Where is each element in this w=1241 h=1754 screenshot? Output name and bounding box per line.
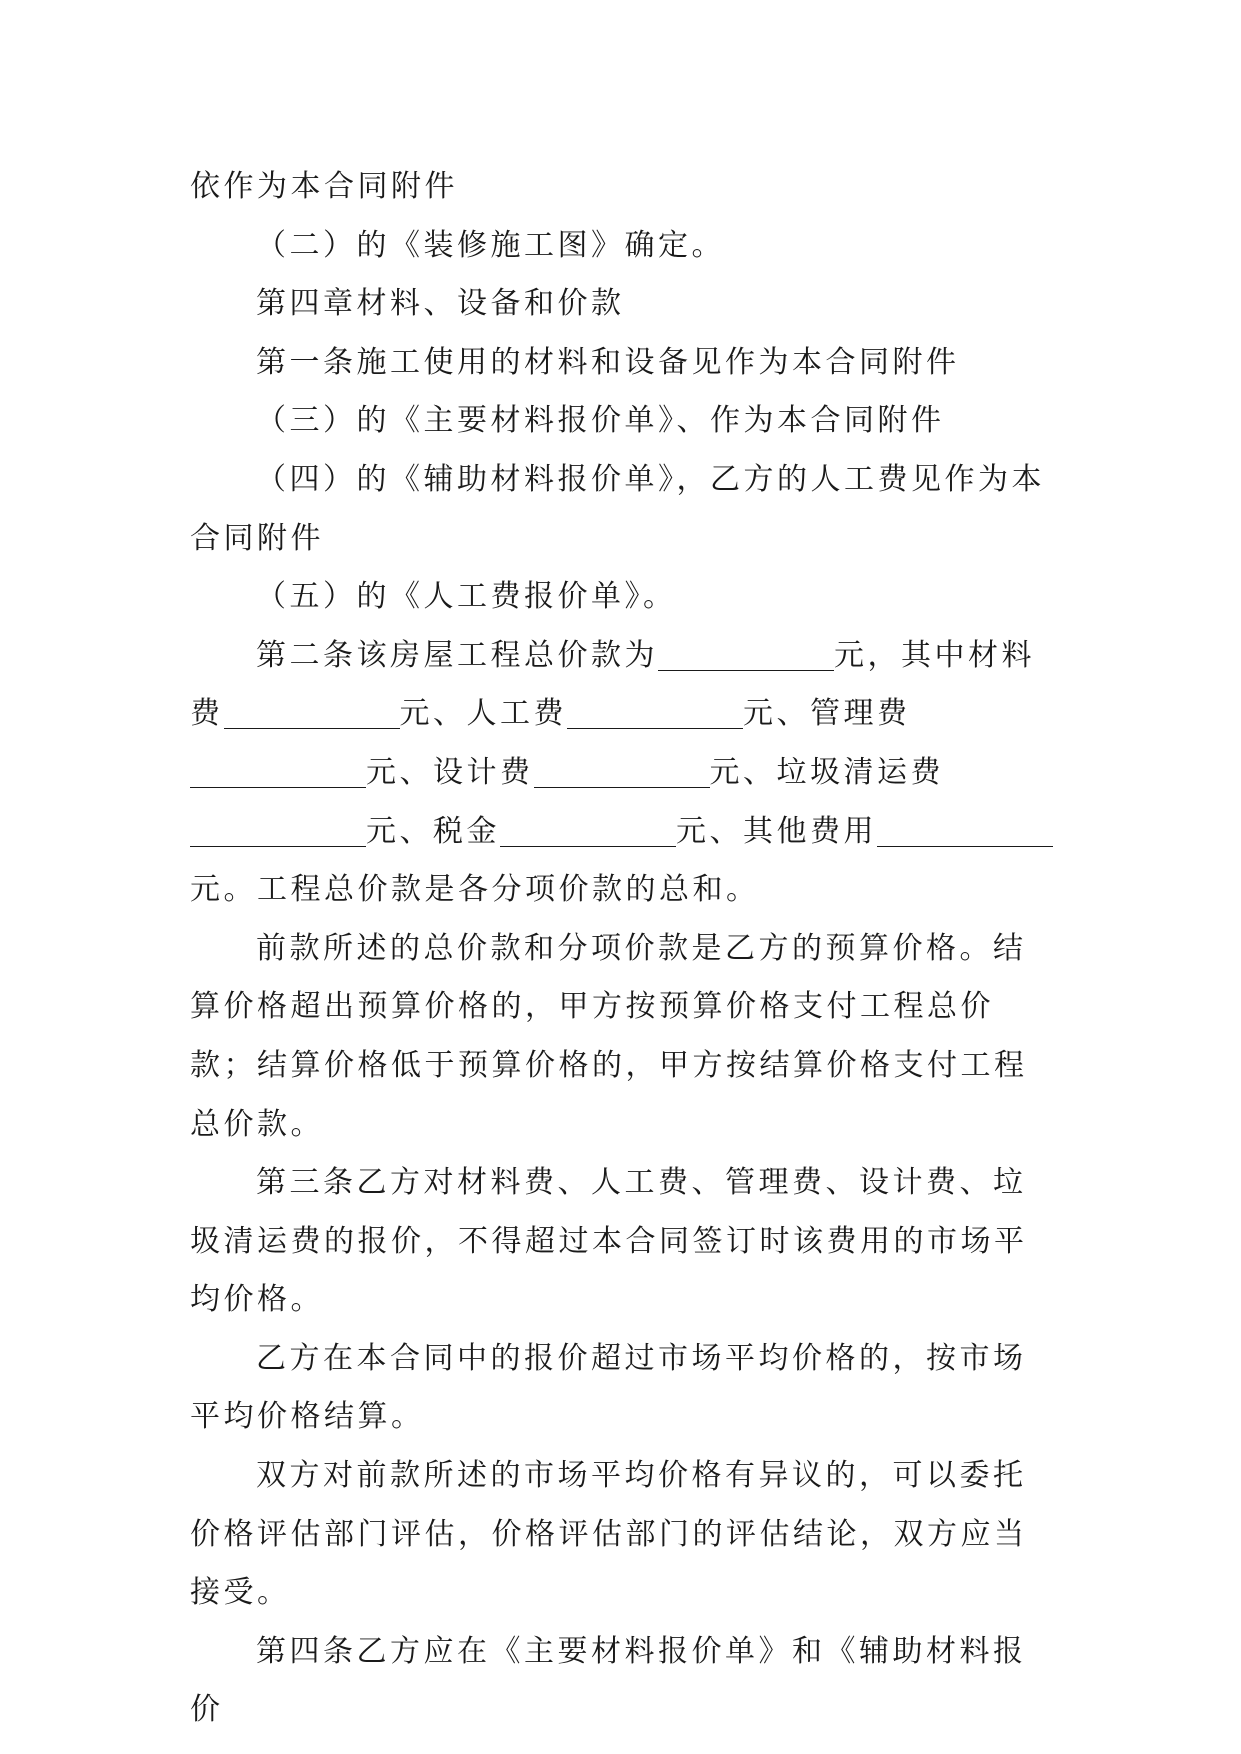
price-other-label: 元、其他费用 (676, 813, 877, 849)
paragraph-continuation: 依作为本合同附件 (190, 169, 458, 204)
total-price-blank[interactable] (658, 632, 834, 671)
paragraph-budget-price: 前款所述的总价款和分项价款是乙方的预算价格。结算价格超出预算价格的，甲方按预算价格支付工程总价款；结算价格低于预算价格的，甲方按结算价格支付工程总价款。 (190, 930, 1028, 1142)
material-fee-blank[interactable] (224, 690, 400, 729)
design-fee-blank[interactable] (534, 749, 710, 788)
price-design-label: 元、设计费 (366, 754, 534, 790)
article-one: 第一条施工使用的材料和设备见作为本合同附件 (256, 344, 960, 380)
contract-text (190, 158, 1055, 1740)
price-sum-note: 元。工程总价款是各分项价款的总和。 (190, 872, 760, 908)
article-four: 第四条乙方应在《主要材料报价单》和《辅助材料报价 (190, 1633, 1027, 1728)
price-tax-label: 元、税金 (366, 813, 500, 849)
price-material-label: 元，其中材料费 (190, 637, 1035, 732)
paragraph-price-dispute: 双方对前款所述的市场平均价格有异议的，可以委托价格评估部门评估，价格评估部门的评估结论，双方应当接受。 (190, 1458, 1028, 1611)
labor-fee-blank[interactable] (567, 690, 743, 729)
price-labor-label: 元、人工费 (399, 696, 567, 732)
garbage-fee-blank[interactable] (190, 808, 366, 847)
paragraph-attachment-five: （五）的《人工费报价单》。 (256, 579, 677, 615)
price-garbage-label: 元、垃圾清运费 (709, 754, 944, 790)
price-total-label: 第二条该房屋工程总价款为 (256, 637, 658, 673)
article-three: 第三条乙方对材料费、人工费、管理费、设计费、垃圾清运费的报价，不得超过本合同签订时该费用的市场平均价格。 (190, 1165, 1028, 1318)
management-fee-blank[interactable] (190, 749, 366, 788)
paragraph-attachment-two: （二）的《装修施工图》确定。 (256, 227, 725, 263)
paragraph-market-price: 乙方在本合同中的报价超过市场平均价格的，按市场平均价格结算。 (190, 1340, 1027, 1435)
price-management-label: 元、管理费 (743, 696, 911, 732)
paragraph-attachment-four: （四）的《辅助材料报价单》，乙方的人工费见作为本合同附件 (190, 461, 1045, 556)
article-two-price (190, 627, 1055, 920)
chapter-heading: 第四章材料、设备和价款 (256, 286, 625, 322)
other-fee-blank[interactable] (877, 808, 1053, 847)
tax-blank[interactable] (500, 808, 676, 847)
paragraph-attachment-three: （三）的《主要材料报价单》、作为本合同附件 (256, 403, 945, 439)
